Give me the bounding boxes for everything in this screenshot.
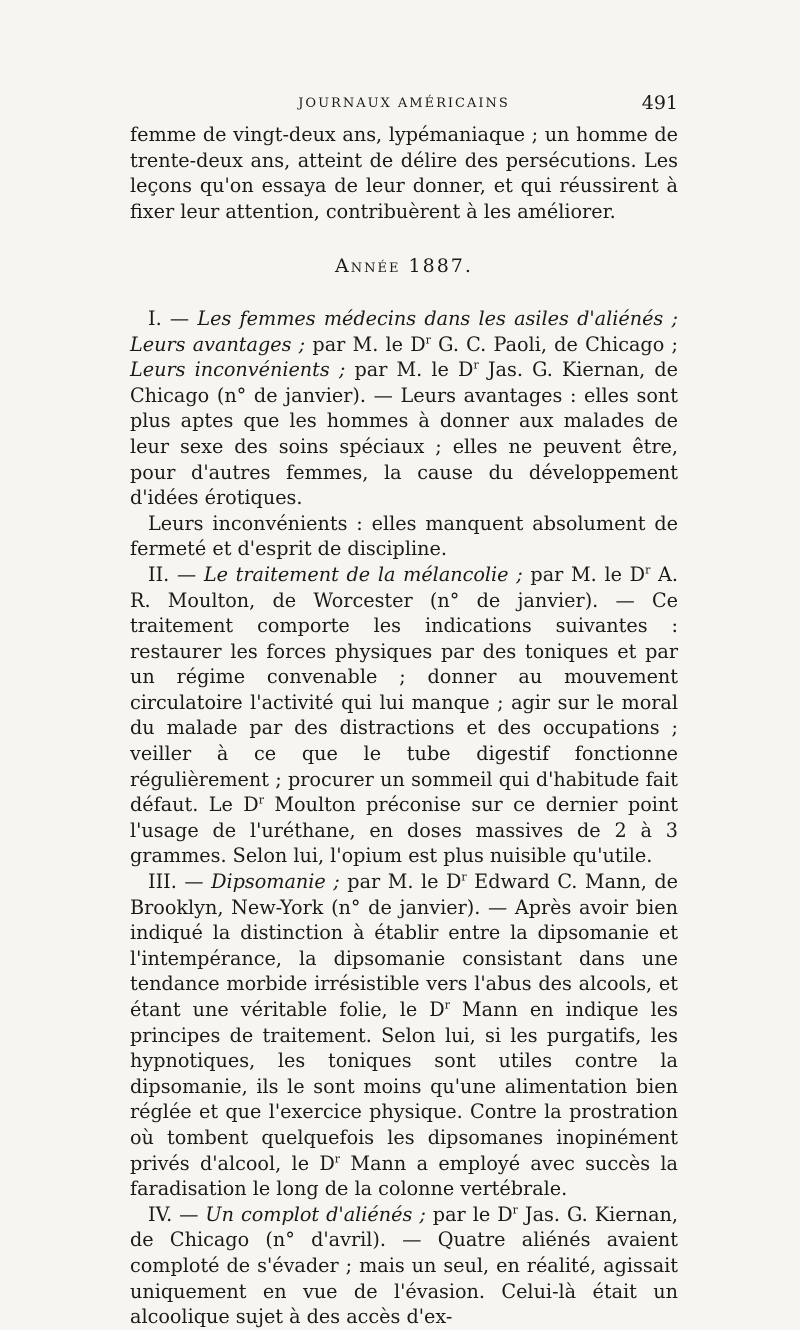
section-heading: Année 1887.: [335, 255, 473, 278]
text-run: par M. le D: [522, 562, 646, 586]
article-title: Le traitement de la mélancolie ;: [203, 562, 523, 586]
item-number: II. —: [148, 562, 204, 586]
paragraph-inconvenients: Leurs inconvénients : elles manquent absolument de fermeté et d'esprit de discipline.: [130, 511, 678, 561]
text-run: Mann a employé avec succès la faradisation le long de la colonne vertébrale.: [130, 1151, 678, 1201]
text-run: Moulton préconise sur ce dernier point l'usage de l'uréthane, en doses massives de 2 à 3 grammes. Selon lui, l'opium est plus nuisible qu'utile.: [130, 793, 678, 868]
paragraph-item-3: [130, 869, 678, 1202]
page-header: [130, 92, 678, 116]
superscript: r: [425, 333, 431, 347]
body-text: [130, 122, 678, 1330]
article-title: Un complot d'aliénés ;: [205, 1202, 426, 1226]
paragraph-item-4: [130, 1202, 678, 1330]
article-title: Leurs inconvénients ;: [130, 358, 346, 382]
text-run: G. C. Paoli, de Chicago ;: [430, 332, 678, 356]
text-run: A. R. Moulton, de Worcester (n° de janvier). — Ce traitement comporte les indications suivantes : restaurer les forces physiques par des toniques et par un régime convenable ; donner au mouvement circulatoire l'activité qui lui manque ; agir sur le moral du malade par des distractions et des occupations ; veiller à ce que le tube digestif fonctionne régulièrement ; procurer un sommeil qui d'habitude fait défaut. Le D: [130, 562, 678, 817]
paragraph-item-2: [130, 562, 678, 869]
text-run: Mann en indique les principes de traitement. Selon lui, si les purgatifs, les hypnotiques, les toniques sont utiles contre la dipsomanie, ils le sont moins qu'une alimentation bien réglée et que l'exercice physique. Contre la prostration où tombent quelquefois les dipsomanes inopinément privés d'alcool, le D: [130, 998, 678, 1175]
paragraph-continuation: femme de vingt-deux ans, lypémaniaque ; un homme de trente-deux ans, atteint de délire des persécutions. Les leçons qu'on essaya de leur donner, et qui réussirent à fixer leur attention, contribuèrent à les améliorer.: [130, 123, 678, 223]
text-run: Jas. G. Kiernan, de Chicago (n° de janvier). — Leurs avantages : elles sont plus aptes que les hommes à donner aux malades de leur sexe des soins spéciaux ; elles ne peuvent être, pour d'autres femmes, la cause du développement d'idées érotiques.: [130, 358, 678, 510]
text-run: Edward C. Mann, de Brooklyn, New-York (n° de janvier). — Après avoir bien indiqué la distinction à établir entre la dipsomanie et l'intempérance, la dipsomanie consistant dans une tendance morbide irrésistible vers l'abus des alcools, et étant une véritable folie, le D: [130, 870, 678, 1021]
running-title: JOURNAUX AMÉRICAINS: [298, 96, 510, 111]
article-title: Les femmes médecins dans les asiles d'aliénés ; Leurs avantages ;: [130, 306, 678, 356]
article-title: Dipsomanie ;: [211, 870, 340, 894]
text-run: par M. le D: [345, 358, 474, 382]
item-number: IV. —: [148, 1202, 206, 1226]
superscript: r: [334, 1152, 341, 1166]
superscript: r: [512, 1203, 518, 1217]
paragraph-item-1: [130, 306, 678, 511]
page-number: 491: [641, 92, 678, 114]
superscript: r: [444, 998, 450, 1012]
superscript: r: [461, 870, 467, 884]
item-number: III. —: [148, 870, 212, 894]
superscript: r: [645, 563, 651, 577]
text-run: par M. le D: [305, 332, 426, 356]
item-number: I. —: [148, 306, 198, 330]
superscript: r: [473, 358, 479, 372]
text-run: par M. le D: [339, 870, 462, 894]
text-run: Jas. G. Kiernan, de Chicago (n° d'avril). — Quatre aliénés avaient comploté de s'évader ; mais un seul, en réalité, agissait uniquement en vue de l'évasion. Celui-là était un alcoolique sujet à des accès d'ex-: [130, 1202, 678, 1329]
text-run: par le D: [425, 1202, 513, 1226]
superscript: r: [258, 793, 264, 807]
